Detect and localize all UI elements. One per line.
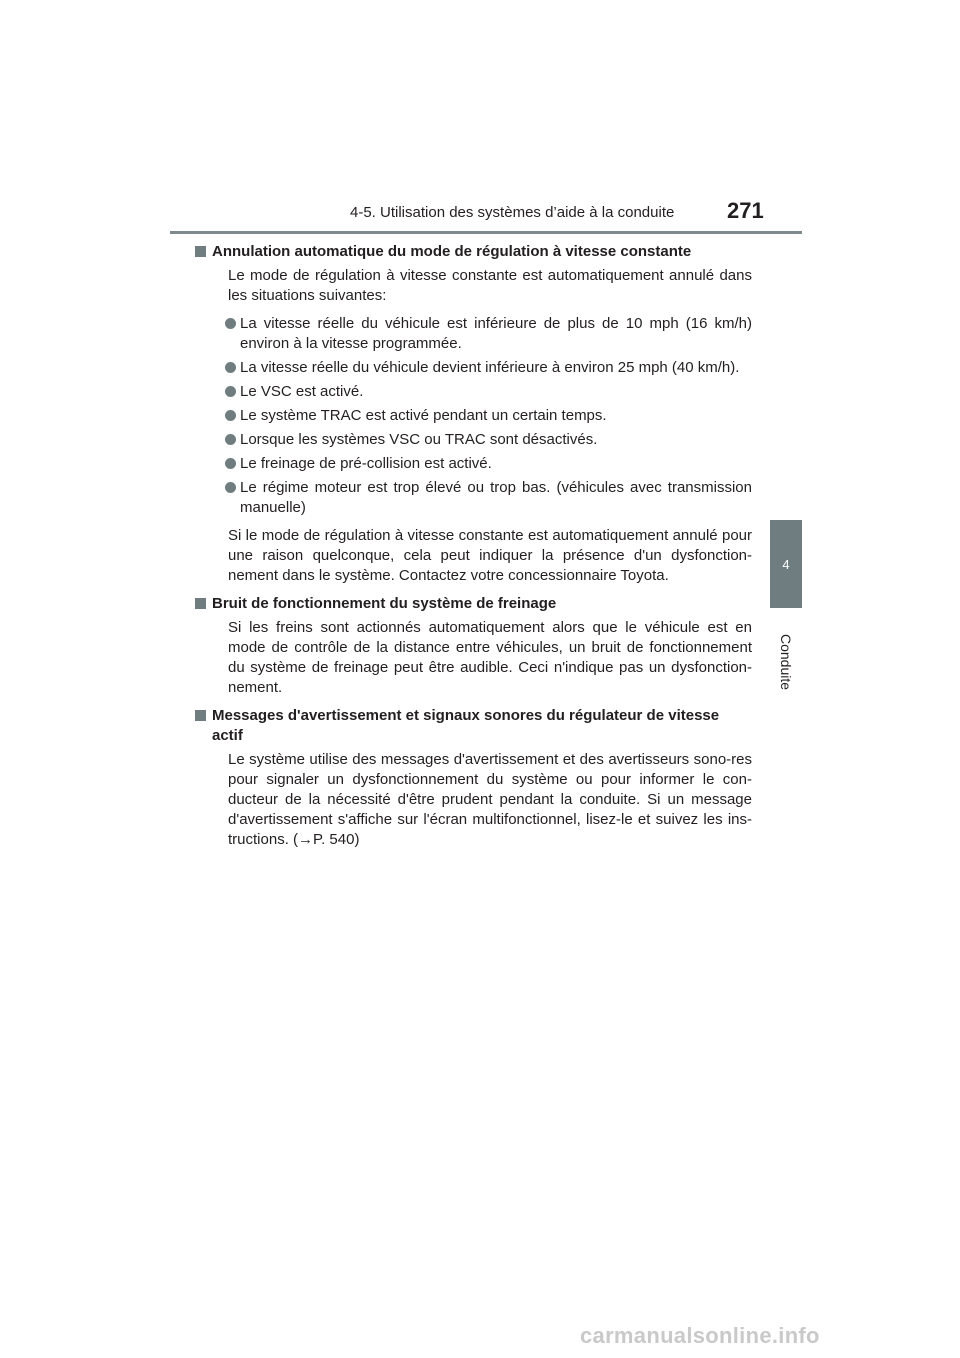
list-item: Le VSC est activé. <box>240 382 752 402</box>
section-heading: Bruit de fonctionnement du système de freinage <box>212 594 752 614</box>
section-intro: Si les freins sont actionnés automatiquement alors que le véhicule est en mode de contrôle de la distance entre véhicules, un bruit de fonctionnement du système de freinage peut être audible. Ceci n'indique pas un dysfonction-nement. <box>228 619 752 696</box>
section-intro: Le mode de régulation à vitesse constante est automatiquement annulé dans les situations suivantes: <box>228 267 752 304</box>
round-bullet-icon <box>225 458 236 469</box>
round-bullet-icon <box>225 434 236 445</box>
list-item: Le système TRAC est activé pendant un certain temps. <box>240 406 752 426</box>
square-bullet-icon <box>195 710 206 721</box>
list-item: Le régime moteur est trop élevé ou trop bas. (véhicules avec transmission manuelle) <box>240 478 752 518</box>
section-outro: Si le mode de régulation à vitesse constante est automatiquement annulé pour une raison quelconque, cela peut indiquer la présence d'un dysfonction-nement dans le système. Contactez votre concessionnaire Toyota. <box>228 527 752 584</box>
section-title: 4-5. Utilisation des systèmes d’aide à la conduite <box>350 204 675 221</box>
page-number: 271 <box>727 198 764 223</box>
list-item: Lorsque les systèmes VSC ou TRAC sont désactivés. <box>240 430 752 450</box>
list-item: Le freinage de pré-collision est activé. <box>240 454 752 474</box>
section-intro: Le système utilise des messages d'avertissement et des avertisseurs sono-res pour signaler un dysfonctionnement du système ou pour informer le con-ducteur de la nécessité d'être prudent pendant la conduite. Si un message d'avertissement s'affiche sur l'écran multifonctionnel, lisez-le et suivez les ins-tructions. (→P. 540) <box>228 751 752 848</box>
bullet-list <box>212 314 752 518</box>
page-content <box>212 242 752 858</box>
chapter-tab <box>770 520 802 608</box>
chapter-label: Conduite <box>778 633 795 691</box>
round-bullet-icon <box>225 386 236 397</box>
round-bullet-icon <box>225 318 236 329</box>
list-item: La vitesse réelle du véhicule devient inférieure à environ 25 mph (40 km/h). <box>240 358 752 378</box>
square-bullet-icon <box>195 598 206 609</box>
header-divider <box>170 231 802 234</box>
round-bullet-icon <box>225 362 236 373</box>
section-heading: Messages d'avertissement et signaux sonores du régulateur de vitesse actif <box>212 706 752 746</box>
round-bullet-icon <box>225 482 236 493</box>
round-bullet-icon <box>225 410 236 421</box>
square-bullet-icon <box>195 246 206 257</box>
chapter-label-box <box>760 612 812 712</box>
chapter-number: 4 <box>782 556 790 572</box>
watermark-link[interactable]: carmanualsonline.info <box>580 1323 820 1348</box>
section-heading: Annulation automatique du mode de régulation à vitesse constante <box>212 242 752 262</box>
list-item: La vitesse réelle du véhicule est inférieure de plus de 10 mph (16 km/h) environ à la vitesse programmée. <box>240 314 752 354</box>
